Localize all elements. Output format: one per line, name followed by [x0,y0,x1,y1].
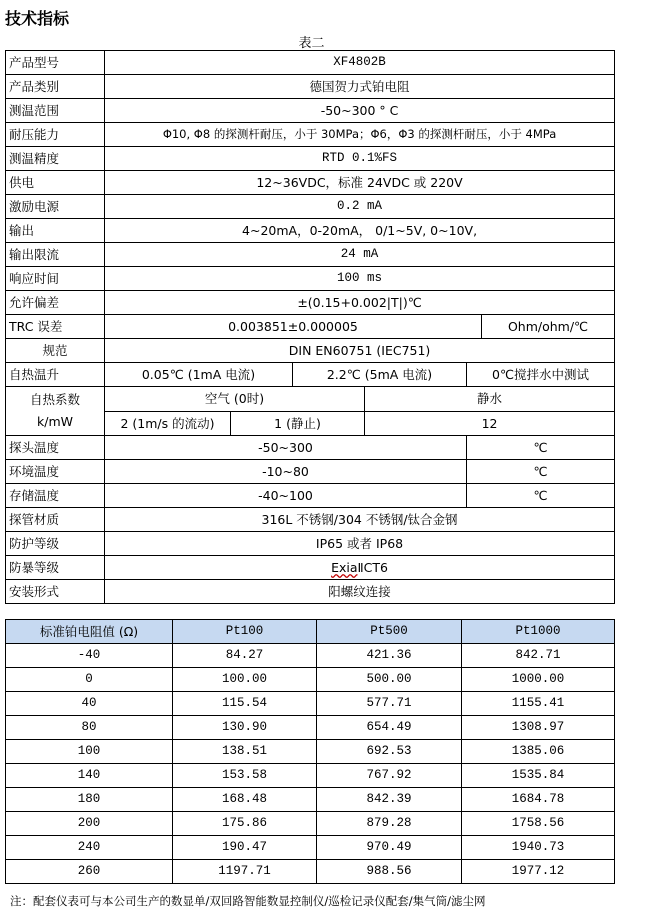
row-label: 供电 [6,171,105,195]
row-value: 0.2 mA [105,195,615,219]
table-caption: 表二 [298,36,325,51]
row-value: -50~300 ° C [105,99,615,123]
table-row [6,195,615,219]
resistance-cell: 842.39 [317,788,462,812]
spec-table [5,50,615,604]
row-label: 耐压能力 [6,123,105,147]
resistance-cell: 1758.56 [462,812,615,836]
row-value: 316L 不锈钢/304 不锈钢/钛合金钢 [105,508,615,532]
table-row [6,219,615,243]
coef-still-header: 静水 [365,387,615,412]
row-label: 防暴等级 [6,556,105,580]
resistance-cell: 654.49 [317,716,462,740]
table-row [6,171,615,195]
row-value: 阳螺纹连接 [105,580,615,604]
resistance-cell: 168.48 [173,788,317,812]
row-label: 规范 [6,339,105,363]
row-label: 安装形式 [6,580,105,604]
table-row [6,147,615,171]
resistance-cell: 692.53 [317,740,462,764]
row-value: -40~100 [105,484,467,508]
resistance-cell: 84.27 [173,644,317,668]
resistance-table [5,619,615,884]
temperature-cell: 240 [6,836,173,860]
ex-suffix: ⅡCT6 [357,560,388,575]
row-unit: ℃ [467,460,615,484]
resistance-cell: 153.58 [173,764,317,788]
row-value: -10~80 [105,460,467,484]
resistance-cell: 842.71 [462,644,615,668]
table-row [6,243,615,267]
ex-prefix: Exia [331,560,358,575]
row-label: 自热温升 [6,363,105,387]
row-label: 输出限流 [6,243,105,267]
row-label: 探头温度 [6,436,105,460]
table-header-row [6,620,615,644]
resistance-cell: 175.86 [173,812,317,836]
coef-label-line-2: k/mW [37,414,73,429]
column-header: Pt100 [173,620,317,644]
row-label: 激励电源 [6,195,105,219]
column-header: 标准铂电阻值 (Ω) [6,620,173,644]
temperature-cell: 80 [6,716,173,740]
column-header: Pt500 [317,620,462,644]
row-value: Φ10, Φ8 的探测杆耐压，小于 30MPa；Φ6，Φ3 的探测杆耐压，小于 4MPa [105,123,615,147]
table-row [6,580,615,604]
row-label: 环境温度 [6,460,105,484]
row-label: TRC 误差 [6,315,105,339]
table-row [6,692,615,716]
row-label: 响应时间 [6,267,105,291]
row-label: 防护等级 [6,532,105,556]
table-row [6,75,615,99]
row-unit: Ohm/ohm/℃ [482,315,615,339]
temperature-cell: 180 [6,788,173,812]
row-label: 测温精度 [6,147,105,171]
row-label: 允许偏差 [6,291,105,315]
resistance-cell: 130.90 [173,716,317,740]
table-row [6,267,615,291]
resistance-cell: 100.00 [173,668,317,692]
resistance-cell: 1155.41 [462,692,615,716]
table-row [6,764,615,788]
footnote: 注：配套仪表可与本公司生产的数显单/双回路智能数显控制仪/巡检记录仪配套/集气筒/滤尘网 [10,894,486,908]
selfheat-1ma: 0.05℃ (1mA 电流) [105,363,293,387]
resistance-cell: 138.51 [173,740,317,764]
row-value: RTD 0.1%FS [105,147,615,171]
row-label: 测温范围 [6,99,105,123]
table-row [6,484,615,508]
row-value: 4~20mA，0-20mA， 0/1~5V, 0~10V, [105,219,615,243]
coef-water: 12 [365,411,615,436]
row-value: -50~300 [105,436,467,460]
row-label [6,387,105,436]
row-value: 0.003851±0.000005 [105,315,482,339]
table-row [6,556,615,580]
coef-air-header: 空气 (0时) [105,387,365,412]
resistance-cell: 1535.84 [462,764,615,788]
table-row [6,436,615,460]
resistance-cell: 421.36 [317,644,462,668]
resistance-cell: 879.28 [317,812,462,836]
table-row [6,668,615,692]
table-row [6,460,615,484]
row-label: 探管材质 [6,508,105,532]
table-row [6,532,615,556]
row-unit: ℃ [467,484,615,508]
row-value: 100 ms [105,267,615,291]
resistance-cell: 1385.06 [462,740,615,764]
row-value: 24 mA [105,243,615,267]
row-value: DIN EN60751 (IEC751) [105,339,615,363]
table-row [6,788,615,812]
table-row [6,291,615,315]
resistance-cell: 970.49 [317,836,462,860]
table-row [6,315,615,339]
resistance-cell: 988.56 [317,860,462,884]
table-row [6,812,615,836]
coef-label-line-1: 自热系数 [29,392,80,407]
row-unit: ℃ [467,436,615,460]
table-row [6,51,615,75]
table-row [6,123,615,147]
row-label: 产品类别 [6,75,105,99]
table-row [6,644,615,668]
table-row [6,363,615,387]
row-label: 产品型号 [6,51,105,75]
table-row [6,339,615,363]
temperature-cell: 40 [6,692,173,716]
row-label: 存储温度 [6,484,105,508]
resistance-cell: 577.71 [317,692,462,716]
table-row [6,860,615,884]
row-value: IP65 或者 IP68 [105,532,615,556]
temperature-cell: 200 [6,812,173,836]
resistance-cell: 190.47 [173,836,317,860]
coef-flow: 2 (1m/s 的流动) [105,411,231,436]
row-value: XF4802B [105,51,615,75]
resistance-cell: 767.92 [317,764,462,788]
temperature-cell: 100 [6,740,173,764]
table-row [6,836,615,860]
row-value: 12~36VDC，标准 24VDC 或 220V [105,171,615,195]
selfheat-5ma: 2.2℃ (5mA 电流) [293,363,467,387]
row-label: 输出 [6,219,105,243]
table-row [6,387,615,412]
page-title: 技术指标 [5,9,70,28]
table-row [6,99,615,123]
table-row [6,716,615,740]
column-header: Pt1000 [462,620,615,644]
row-value: 德国贺力式铂电阻 [105,75,615,99]
resistance-cell: 1940.73 [462,836,615,860]
table-row [6,740,615,764]
resistance-cell: 115.54 [173,692,317,716]
table-row [6,508,615,532]
resistance-cell: 1197.71 [173,860,317,884]
temperature-cell: 0 [6,668,173,692]
temperature-cell: 260 [6,860,173,884]
coef-static: 1 (静止) [231,411,365,436]
resistance-cell: 1684.78 [462,788,615,812]
resistance-cell: 1977.12 [462,860,615,884]
row-value: ±(0.15+0.002|T|)℃ [105,291,615,315]
resistance-cell: 1308.97 [462,716,615,740]
resistance-cell: 500.00 [317,668,462,692]
selfheat-water: 0℃搅拌水中测试 [467,363,615,387]
row-value [105,556,615,580]
temperature-cell: 140 [6,764,173,788]
temperature-cell: -40 [6,644,173,668]
resistance-cell: 1000.00 [462,668,615,692]
